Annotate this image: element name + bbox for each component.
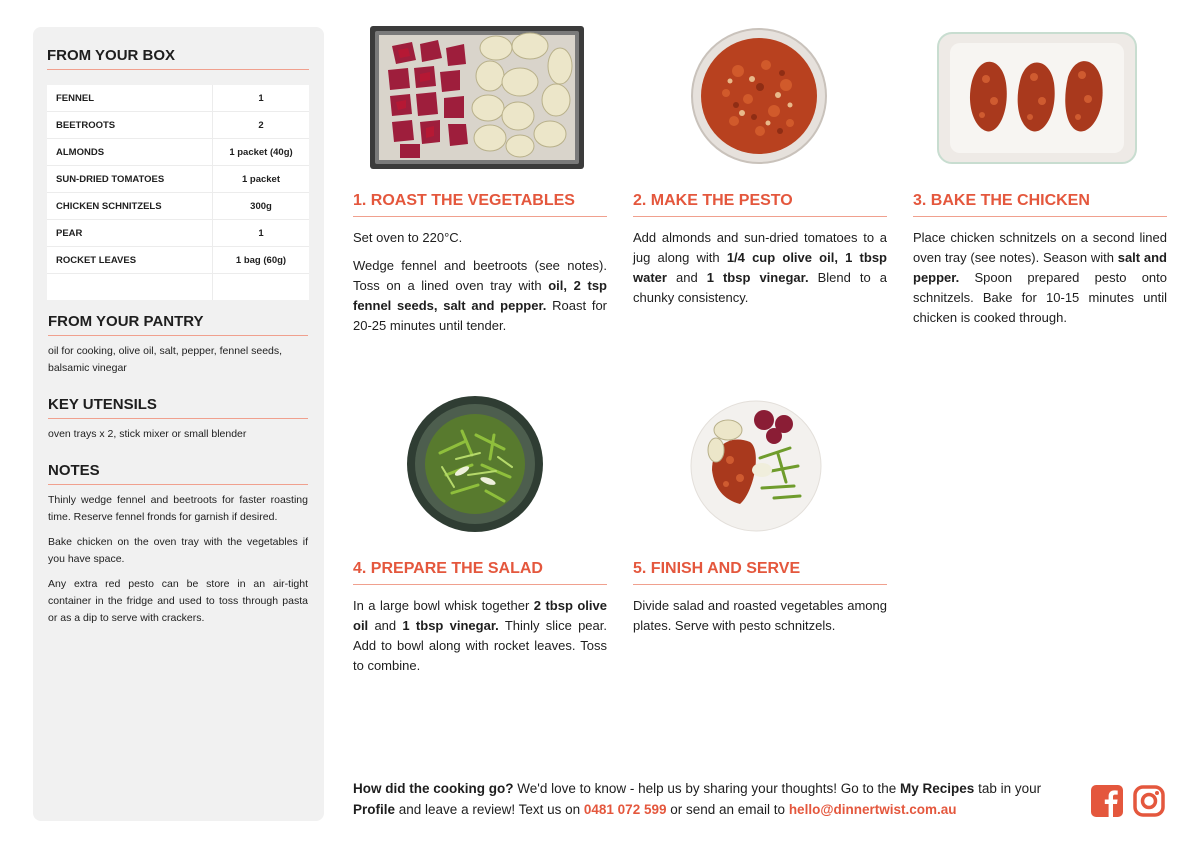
step-1-title: 1. ROAST THE VEGETABLES xyxy=(353,192,607,217)
step-3-title: 3. BAKE THE CHICKEN xyxy=(913,192,1167,217)
table-row xyxy=(47,139,309,166)
note-item: Any extra red pesto can be store in an air-tight container in the fridge and used to toss through pasta or as a dip to serve with crackers. xyxy=(48,578,308,624)
step-4-title: 4. PREPARE THE SALAD xyxy=(353,560,607,585)
ingredient-qty: 1 xyxy=(213,220,310,247)
ingredient-qty: 1 packet (40g) xyxy=(213,139,310,166)
step-5-text: Divide salad and roasted vegetables among plates. Serve with pesto schnitzels. xyxy=(633,598,887,633)
ingredient-qty: 2 xyxy=(213,112,310,139)
key-utensils-heading: KEY UTENSILS xyxy=(48,396,308,419)
step-3-text: Place chicken schnitzels on a second lined oven tray (see notes). Season with salt and pepper. Spoon prepared pesto onto schnitzels. Bake for 10-15 minutes until chicken is cooked through. xyxy=(913,230,1167,325)
step-3-body xyxy=(913,228,1167,336)
ingredient-qty: 300g xyxy=(213,193,310,220)
table-row xyxy=(47,85,309,112)
step-2-body xyxy=(633,228,887,316)
ingredients-sidebar xyxy=(33,27,324,821)
from-your-box-heading: FROM YOUR BOX xyxy=(47,47,309,70)
plated-meal-image xyxy=(690,400,822,532)
table-row xyxy=(47,247,309,274)
ingredient-qty: 1 bag (60g) xyxy=(213,247,310,274)
notes-heading: NOTES xyxy=(48,462,308,485)
table-row xyxy=(47,274,309,301)
note-item: Thinly wedge fennel and beetroots for faster roasting time. Reserve fennel fronds for garnish if desired. xyxy=(48,494,308,523)
ingredient-qty: 1 xyxy=(213,85,310,112)
pantry-text: oil for cooking, olive oil, salt, pepper, fennel seeds, balsamic vinegar xyxy=(48,345,283,374)
table-row xyxy=(47,112,309,139)
from-your-pantry-heading: FROM YOUR PANTRY xyxy=(48,313,308,336)
step-2-text: Add almonds and sun-dried tomatoes to a jug along with 1/4 cup olive oil, 1 tbsp water and 1 tbsp vinegar. Blend to a chunky consistency. xyxy=(633,230,887,305)
note-item: Bake chicken on the oven tray with the vegetables if you have space. xyxy=(48,536,308,565)
facebook-icon[interactable] xyxy=(1091,785,1123,817)
my-recipes-link[interactable]: My Recipes xyxy=(900,781,975,796)
ingredient-name: FENNEL xyxy=(47,85,213,112)
step-4-body xyxy=(353,596,607,684)
ingredient-name: CHICKEN SCHNITZELS xyxy=(47,193,213,220)
ingredient-name: BEETROOTS xyxy=(47,112,213,139)
table-row xyxy=(47,166,309,193)
step-2-title: 2. MAKE THE PESTO xyxy=(633,192,887,217)
salad-bowl-image xyxy=(406,395,544,533)
phone-link[interactable]: 0481 072 599 xyxy=(583,802,667,817)
step-5-title: 5. FINISH AND SERVE xyxy=(633,560,887,585)
utensils-text: oven trays x 2, stick mixer or small blender xyxy=(48,428,247,440)
step-4-text: In a large bowl whisk together 2 tbsp olive oil and 1 tbsp vinegar. Thinly slice pear. Add to bowl along with rocket leaves. Toss to combine. xyxy=(353,598,607,673)
step-5-body xyxy=(633,596,887,644)
instagram-icon[interactable] xyxy=(1133,785,1165,817)
table-row xyxy=(47,193,309,220)
notes-list xyxy=(48,492,308,635)
ingredient-name: PEAR xyxy=(47,220,213,247)
profile-link[interactable]: Profile xyxy=(353,802,396,817)
baked-chicken-image xyxy=(936,31,1138,165)
ingredients-table xyxy=(47,85,309,300)
step-1-body xyxy=(353,228,607,344)
step-1-text: Wedge fennel and beetroots (see notes). Toss on a lined oven tray with oil, 2 tsp fennel seeds, salt and pepper. Roast for 20-25 minutes until tender. xyxy=(353,258,608,333)
ingredient-qty: 1 packet xyxy=(213,166,310,193)
ingredient-name: SUN-DRIED TOMATOES xyxy=(47,166,213,193)
step-1-text: Set oven to 220°C. xyxy=(353,230,463,245)
pesto-bowl-image xyxy=(690,27,828,165)
feedback-footer: How did the cooking go? We'd love to know - help us by sharing your thoughts! Go to the My Recipes tab in your Profile and leave a review! Text us on 0481 072 599 or send an email to hello@dinnertwist.com.au xyxy=(353,781,1042,817)
email-link[interactable]: hello@dinnertwist.com.au xyxy=(788,802,957,817)
ingredient-name: ALMONDS xyxy=(47,139,213,166)
feedback-question: How did the cooking go? xyxy=(353,781,514,796)
table-row xyxy=(47,220,309,247)
roast-vegetables-image xyxy=(370,26,584,169)
ingredient-name: ROCKET LEAVES xyxy=(47,247,213,274)
